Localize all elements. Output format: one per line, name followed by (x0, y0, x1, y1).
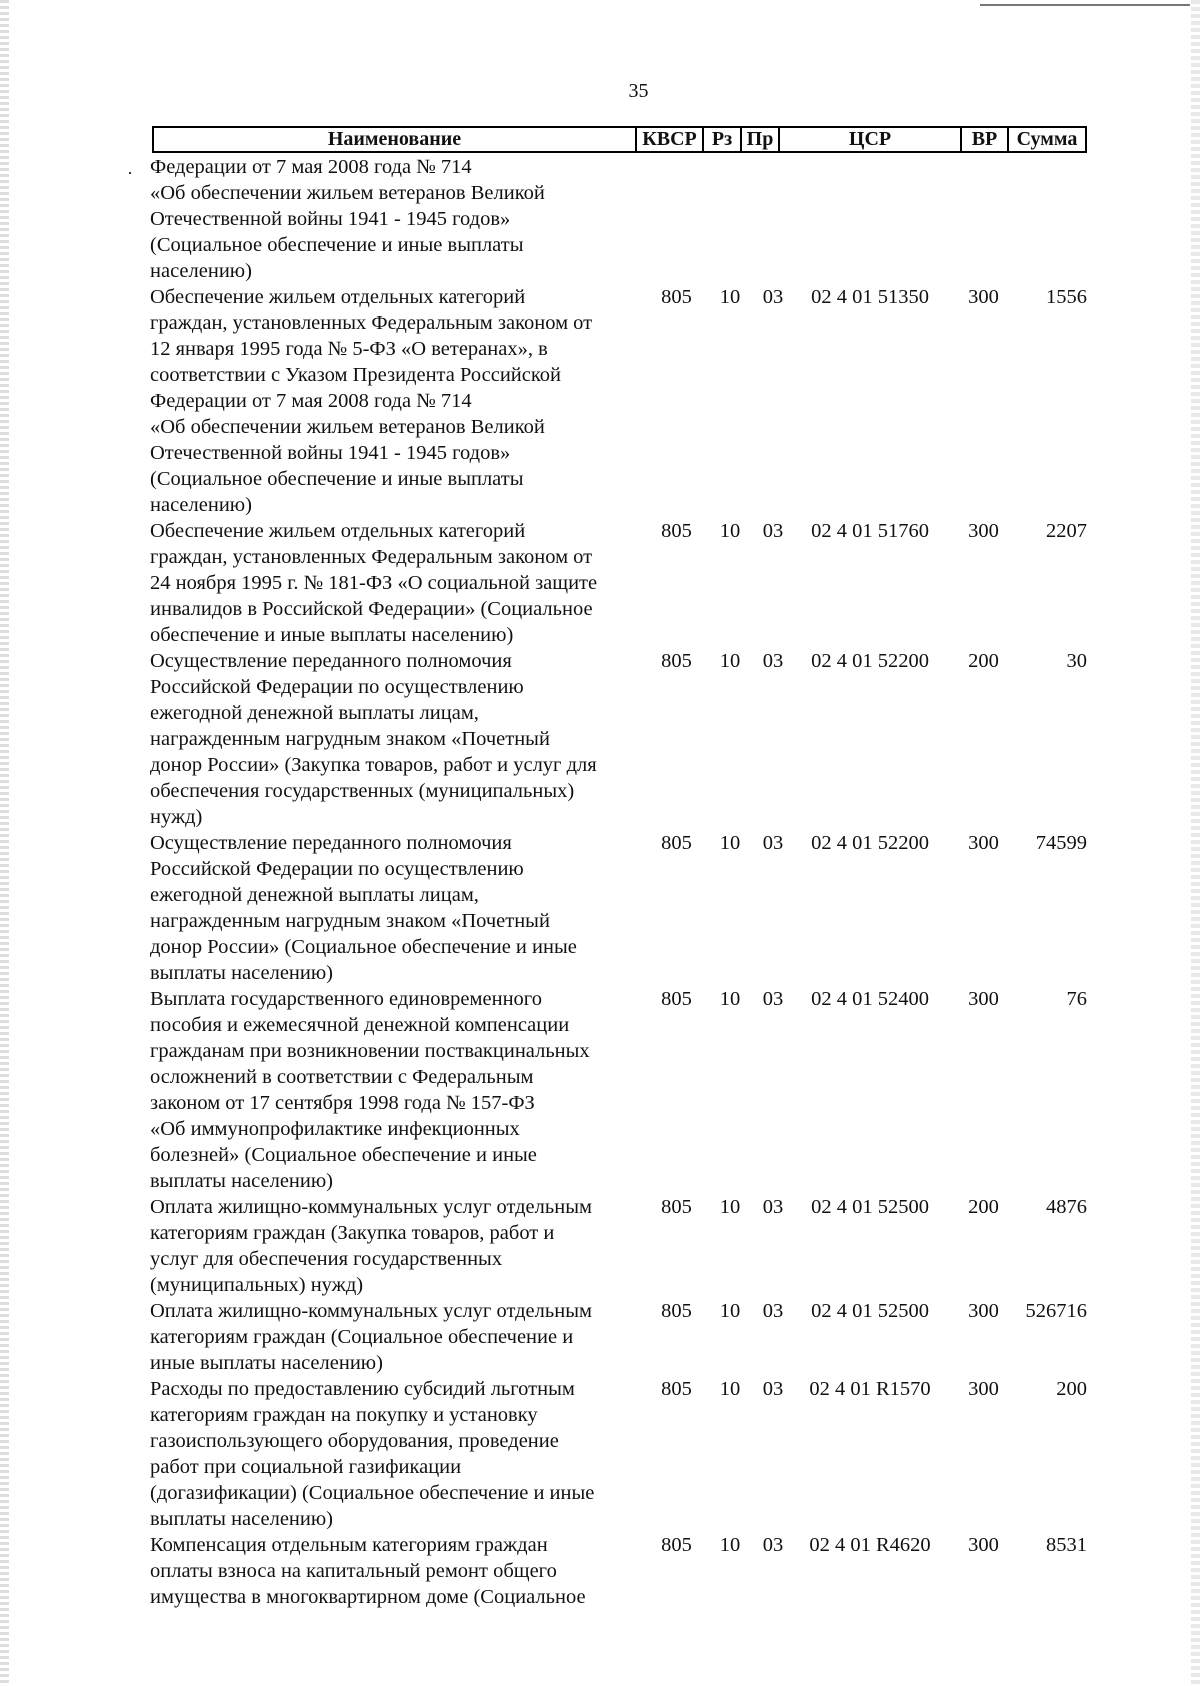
cell-csr: 02 4 01 51350 (811, 286, 929, 308)
table-row-line (150, 986, 1100, 1012)
cell-pr: 03 (762, 988, 784, 1010)
row-name-text: Российской Федерации по осуществлению (150, 676, 524, 698)
cell-vr: 300 (968, 286, 999, 308)
cell-rz: 10 (719, 520, 741, 542)
table-row-line (150, 1324, 1100, 1350)
cell-vr: 200 (968, 1196, 999, 1218)
row-name-text: Отечественной войны 1941 - 1945 годов» (150, 208, 511, 230)
row-name-text: Обеспечение жильем отдельных категорий (150, 286, 526, 308)
row-name-text: граждан, установленных Федеральным законом от (150, 312, 593, 334)
header-name: Наименование (327, 128, 462, 150)
table-row-line (150, 908, 1100, 934)
row-name-text: населению) (150, 260, 252, 282)
row-name-text: выплаты населению) (150, 962, 334, 984)
table-row-line (150, 180, 1100, 206)
table-row-line (150, 362, 1100, 388)
cell-rz: 10 (719, 286, 741, 308)
row-name-text: болезней» (Социальное обеспечение и иные (150, 1144, 537, 1166)
cell-kvsr: 805 (661, 650, 692, 672)
row-name-text: гражданам при возникновении поствакцинальных (150, 1040, 590, 1062)
header-kvsr: КВСР (642, 128, 697, 150)
cell-sum: 1556 (1046, 286, 1087, 308)
table-row-line (150, 1038, 1100, 1064)
table-row-line (150, 752, 1100, 778)
cell-rz: 10 (719, 1534, 741, 1556)
table-row-line (150, 596, 1100, 622)
table-row-line (150, 778, 1100, 804)
table-row-line (150, 856, 1100, 882)
table-row-line (150, 1428, 1100, 1454)
cell-vr: 300 (968, 1378, 999, 1400)
table-row-line (150, 960, 1100, 986)
table-row-line (150, 1454, 1100, 1480)
cell-sum: 526716 (1025, 1300, 1087, 1322)
table-row-line (150, 466, 1100, 492)
cell-kvsr: 805 (661, 1196, 692, 1218)
cell-pr: 03 (762, 1378, 784, 1400)
row-name-text: соответствии с Указом Президента Российской (150, 364, 562, 386)
cell-csr: 02 4 01 52400 (811, 988, 929, 1010)
cell-kvsr: 805 (661, 1300, 692, 1322)
row-name-text: нужд) (150, 806, 203, 828)
table-row-line (150, 1064, 1100, 1090)
cell-kvsr: 805 (661, 1378, 692, 1400)
cell-kvsr: 805 (661, 286, 692, 308)
row-name-text: Осуществление переданного полномочия (150, 650, 512, 672)
row-name-text: работ при социальной газификации (150, 1456, 462, 1478)
cell-kvsr: 805 (661, 520, 692, 542)
table-row-line (150, 1220, 1100, 1246)
row-name-text: газоиспользующего оборудования, проведение (150, 1430, 559, 1452)
row-name-text: населению) (150, 494, 252, 516)
row-name-text: выплаты населению) (150, 1508, 334, 1530)
scan-top-line (980, 4, 1190, 6)
table-row-line (150, 700, 1100, 726)
cell-sum: 74599 (1035, 832, 1087, 854)
row-name-text: ежегодной денежной выплаты лицам, (150, 884, 479, 906)
row-name-text: выплаты населению) (150, 1170, 334, 1192)
table-row-line (150, 1272, 1100, 1298)
row-name-text: Обеспечение жильем отдельных категорий (150, 520, 526, 542)
table-row-line (150, 440, 1100, 466)
row-name-text: граждан, установленных Федеральным законом от (150, 546, 593, 568)
row-name-text: услуг для обеспечения государственных (150, 1248, 503, 1270)
header-pr: Пр (746, 128, 774, 150)
cell-sum: 30 (1066, 650, 1087, 672)
cell-vr: 300 (968, 988, 999, 1010)
table-row-line (150, 492, 1100, 518)
cell-pr: 03 (762, 1300, 784, 1322)
table-row-line (150, 1350, 1100, 1376)
row-name-text: законом от 17 сентября 1998 года № 157-ФЗ (150, 1092, 535, 1114)
cell-sum: 4876 (1046, 1196, 1087, 1218)
table-row-line (150, 570, 1100, 596)
table-row-line (150, 1194, 1100, 1220)
row-name-text: инвалидов в Российской Федерации» (Социальное (150, 598, 593, 620)
cell-sum: 2207 (1046, 520, 1087, 542)
row-name-text: Российской Федерации по осуществлению (150, 858, 524, 880)
row-name-text: Федерации от 7 мая 2008 года № 714 (150, 390, 472, 412)
row-name-text: 12 января 1995 года № 5-ФЗ «О ветеранах», в (150, 338, 548, 360)
row-name-text: обеспечение и иные выплаты населению) (150, 624, 514, 646)
table-row-line (150, 934, 1100, 960)
row-name-text: Выплата государственного единовременного (150, 988, 542, 1010)
cell-csr: 02 4 01 52500 (811, 1196, 929, 1218)
cell-rz: 10 (719, 650, 741, 672)
cell-sum: 200 (1056, 1378, 1087, 1400)
table-row-line (150, 1480, 1100, 1506)
row-name-text: категориям граждан (Социальное обеспечение и (150, 1326, 574, 1348)
row-name-text: «Об обеспечении жильем ветеранов Великой (150, 416, 545, 438)
table-row-line (150, 726, 1100, 752)
table-row-line (150, 544, 1100, 570)
row-name-text: Расходы по предоставлению субсидий льготным (150, 1378, 575, 1400)
cell-kvsr: 805 (661, 988, 692, 1010)
cell-sum: 76 (1066, 988, 1087, 1010)
table-row-line (150, 1168, 1100, 1194)
row-name-text: (Социальное обеспечение и иные выплаты (150, 468, 524, 490)
row-name-text: (Социальное обеспечение и иные выплаты (150, 234, 524, 256)
row-name-text: 24 ноября 1995 г. № 181-ФЗ «О социальной защите (150, 572, 598, 594)
table-row-line (150, 154, 1100, 180)
cell-vr: 300 (968, 832, 999, 854)
header-vr: ВР (971, 128, 998, 150)
row-name-text: Федерации от 7 мая 2008 года № 714 (150, 156, 472, 178)
table-row-line (150, 1402, 1100, 1428)
cell-pr: 03 (762, 832, 784, 854)
row-name-text: (догазификации) (Социальное обеспечение и иные (150, 1482, 595, 1504)
cell-rz: 10 (719, 1300, 741, 1322)
table-row-line (150, 1012, 1100, 1038)
table-row-line (150, 1298, 1100, 1324)
cell-rz: 10 (719, 1196, 741, 1218)
table-row-line (150, 622, 1100, 648)
row-name-text: Компенсация отдельным категориям граждан (150, 1534, 548, 1556)
scan-edge-left (0, 0, 9, 1686)
row-name-text: награжденным нагрудным знаком «Почетный (150, 728, 550, 750)
table-row-line (150, 284, 1100, 310)
table-row-line (150, 674, 1100, 700)
row-name-text: «Об иммунопрофилактике инфекционных (150, 1118, 520, 1140)
table-row-line (150, 1116, 1100, 1142)
cell-csr: 02 4 01 R4620 (809, 1534, 931, 1556)
table-row-line (150, 1558, 1100, 1584)
table-row-line (150, 518, 1100, 544)
margin-dot: · (127, 163, 133, 183)
row-name-text: ежегодной денежной выплаты лицам, (150, 702, 479, 724)
table-row-line (150, 206, 1100, 232)
table-header (152, 126, 1087, 153)
cell-csr: 02 4 01 52500 (811, 1300, 929, 1322)
row-name-text: Оплата жилищно-коммунальных услуг отдельным (150, 1196, 592, 1218)
cell-rz: 10 (719, 832, 741, 854)
row-name-text: иные выплаты населению) (150, 1352, 383, 1374)
table-row-line (150, 1376, 1100, 1402)
scan-edge-right (1191, 0, 1200, 1686)
cell-kvsr: 805 (661, 1534, 692, 1556)
cell-pr: 03 (762, 520, 784, 542)
table-row-line (150, 336, 1100, 362)
table-row-line (150, 1142, 1100, 1168)
table-row-line (150, 414, 1100, 440)
table-row-line (150, 232, 1100, 258)
row-name-text: категориям граждан на покупку и установку (150, 1404, 538, 1426)
table-body (150, 154, 1100, 1610)
table-row-line (150, 648, 1100, 674)
cell-vr: 300 (968, 520, 999, 542)
cell-kvsr: 805 (661, 832, 692, 854)
header-sum: Сумма (1016, 128, 1078, 150)
row-name-text: обеспечения государственных (муниципальных) (150, 780, 575, 802)
row-name-text: Осуществление переданного полномочия (150, 832, 512, 854)
table-row-line (150, 310, 1100, 336)
header-csr: ЦСР (848, 128, 892, 150)
cell-rz: 10 (719, 988, 741, 1010)
row-name-text: донор России» (Социальное обеспечение и иные (150, 936, 577, 958)
table-row-line (150, 1246, 1100, 1272)
cell-csr: 02 4 01 52200 (811, 832, 929, 854)
table-row-line (150, 1532, 1100, 1558)
row-name-text: категориям граждан (Закупка товаров, работ и (150, 1222, 555, 1244)
row-name-text: имущества в многоквартирном доме (Социальное (150, 1586, 586, 1608)
cell-csr: 02 4 01 R1570 (809, 1378, 931, 1400)
row-name-text: (муниципальных) нужд) (150, 1274, 364, 1296)
row-name-text: осложнений в соответствии с Федеральным (150, 1066, 534, 1088)
row-name-text: «Об обеспечении жильем ветеранов Великой (150, 182, 545, 204)
cell-vr: 300 (968, 1300, 999, 1322)
table-row-line (150, 830, 1100, 856)
table-row-line (150, 882, 1100, 908)
cell-pr: 03 (762, 650, 784, 672)
page-number: 35 (628, 80, 649, 102)
row-name-text: Оплата жилищно-коммунальных услуг отдельным (150, 1300, 592, 1322)
cell-rz: 10 (719, 1378, 741, 1400)
table-row-line (150, 258, 1100, 284)
cell-vr: 200 (968, 650, 999, 672)
table-row-line (150, 804, 1100, 830)
row-name-text: Отечественной войны 1941 - 1945 годов» (150, 442, 511, 464)
table-row-line (150, 1090, 1100, 1116)
table-row-line (150, 388, 1100, 414)
table-row-line (150, 1584, 1100, 1610)
cell-csr: 02 4 01 52200 (811, 650, 929, 672)
cell-pr: 03 (762, 286, 784, 308)
table-row-line (150, 1506, 1100, 1532)
cell-pr: 03 (762, 1196, 784, 1218)
row-name-text: пособия и ежемесячной денежной компенсации (150, 1014, 570, 1036)
cell-pr: 03 (762, 1534, 784, 1556)
cell-vr: 300 (968, 1534, 999, 1556)
header-rz: Рз (711, 128, 733, 150)
cell-csr: 02 4 01 51760 (811, 520, 929, 542)
row-name-text: оплаты взноса на капитальный ремонт общего (150, 1560, 557, 1582)
row-name-text: донор России» (Закупка товаров, работ и услуг для (150, 754, 597, 776)
row-name-text: награжденным нагрудным знаком «Почетный (150, 910, 550, 932)
cell-sum: 8531 (1046, 1534, 1087, 1556)
